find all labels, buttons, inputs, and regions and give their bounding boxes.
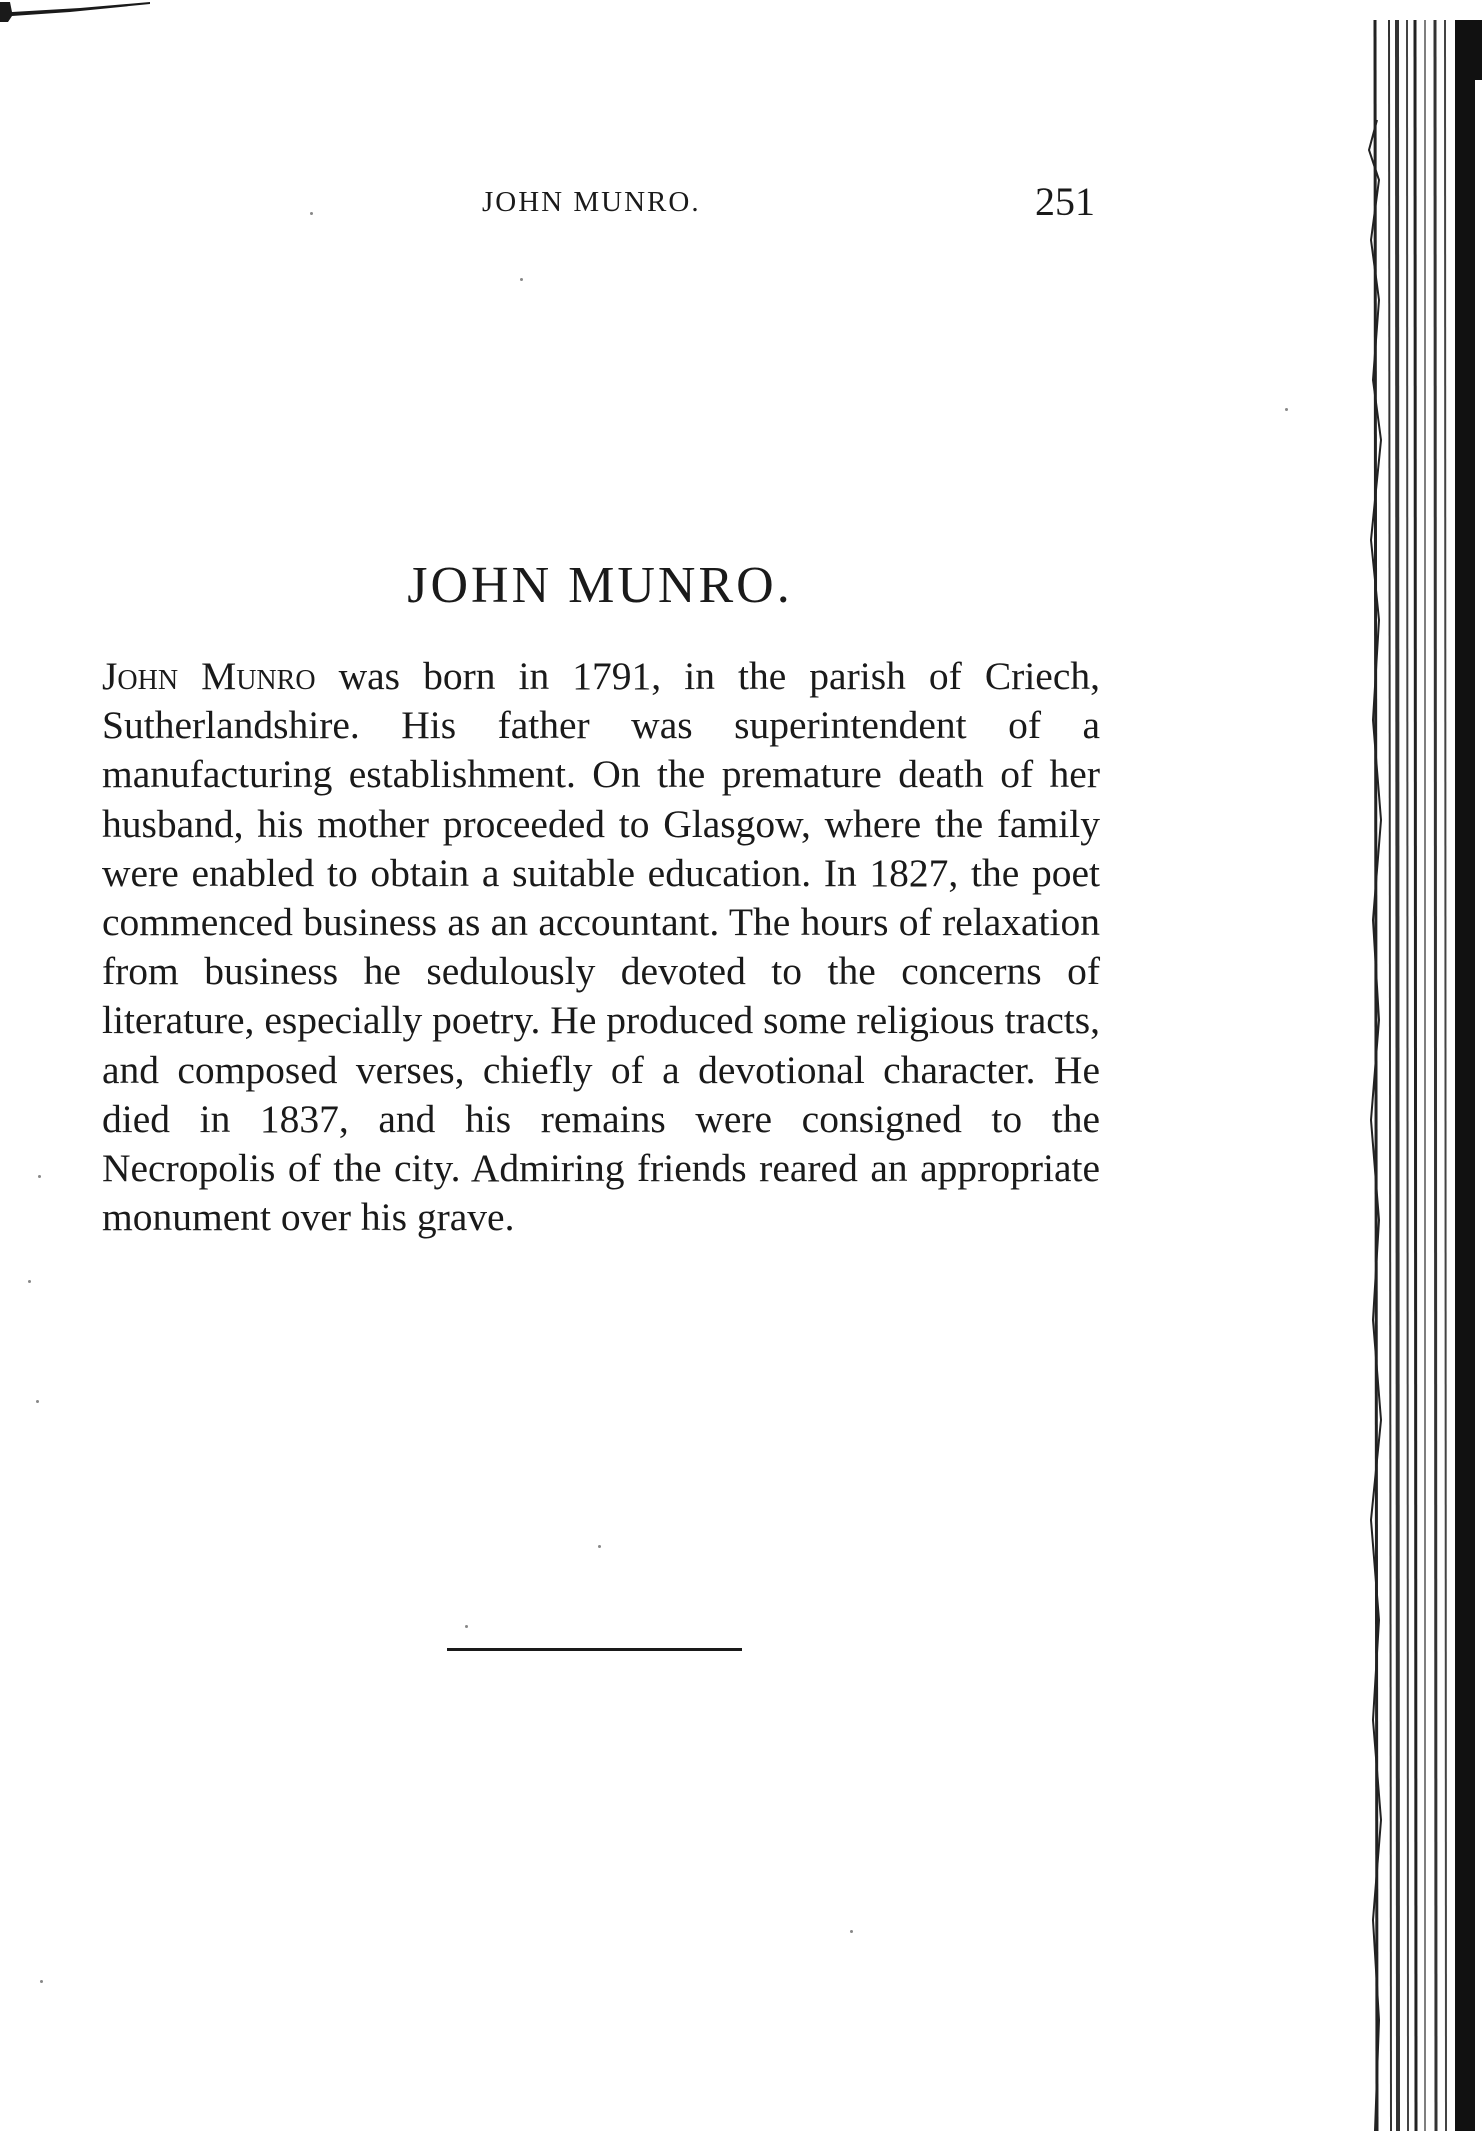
speck: [598, 1545, 601, 1548]
lead-name-first: John: [102, 654, 179, 698]
speck: [40, 1980, 43, 1983]
speck: [520, 278, 523, 281]
end-rule: [447, 1648, 742, 1651]
lead-name-last: Munro: [201, 654, 316, 698]
article-title: JOHN MUNRO.: [407, 557, 793, 614]
speck: [465, 1625, 468, 1628]
running-head: [100, 178, 1100, 228]
scan-corner-mark: [0, 0, 160, 26]
speck: [38, 1175, 41, 1178]
speck: [850, 1930, 853, 1933]
speck: [28, 1280, 31, 1283]
page-number: 251: [1035, 179, 1095, 224]
running-head-title: JOHN MUNRO.: [482, 186, 701, 218]
speck: [36, 1400, 39, 1403]
article-body-text: was born in 1791, in the parish of Criech, Sutherlandshire. His father was superintendent of a manufacturing establishment. On the premature death of her husband, his mother proceeded to Glasgow, where the family were enabled to obtain a suitable education. In 1827, the poet commenced business as an accountant. The hours of relaxation from business he sedulously devoted to the concerns of literature, especially poetry. He produced some religious tracts, and composed verses, chiefly of a devotional character. He died in 1837, and his remains were consigned to the Necropolis of the city. Admiring friends reared an appropriate monument over his grave.: [102, 654, 1100, 1240]
speck: [310, 212, 313, 215]
article-body: [102, 652, 1100, 1242]
scan-binding-edge: [1355, 20, 1482, 2131]
speck: [1285, 408, 1288, 411]
